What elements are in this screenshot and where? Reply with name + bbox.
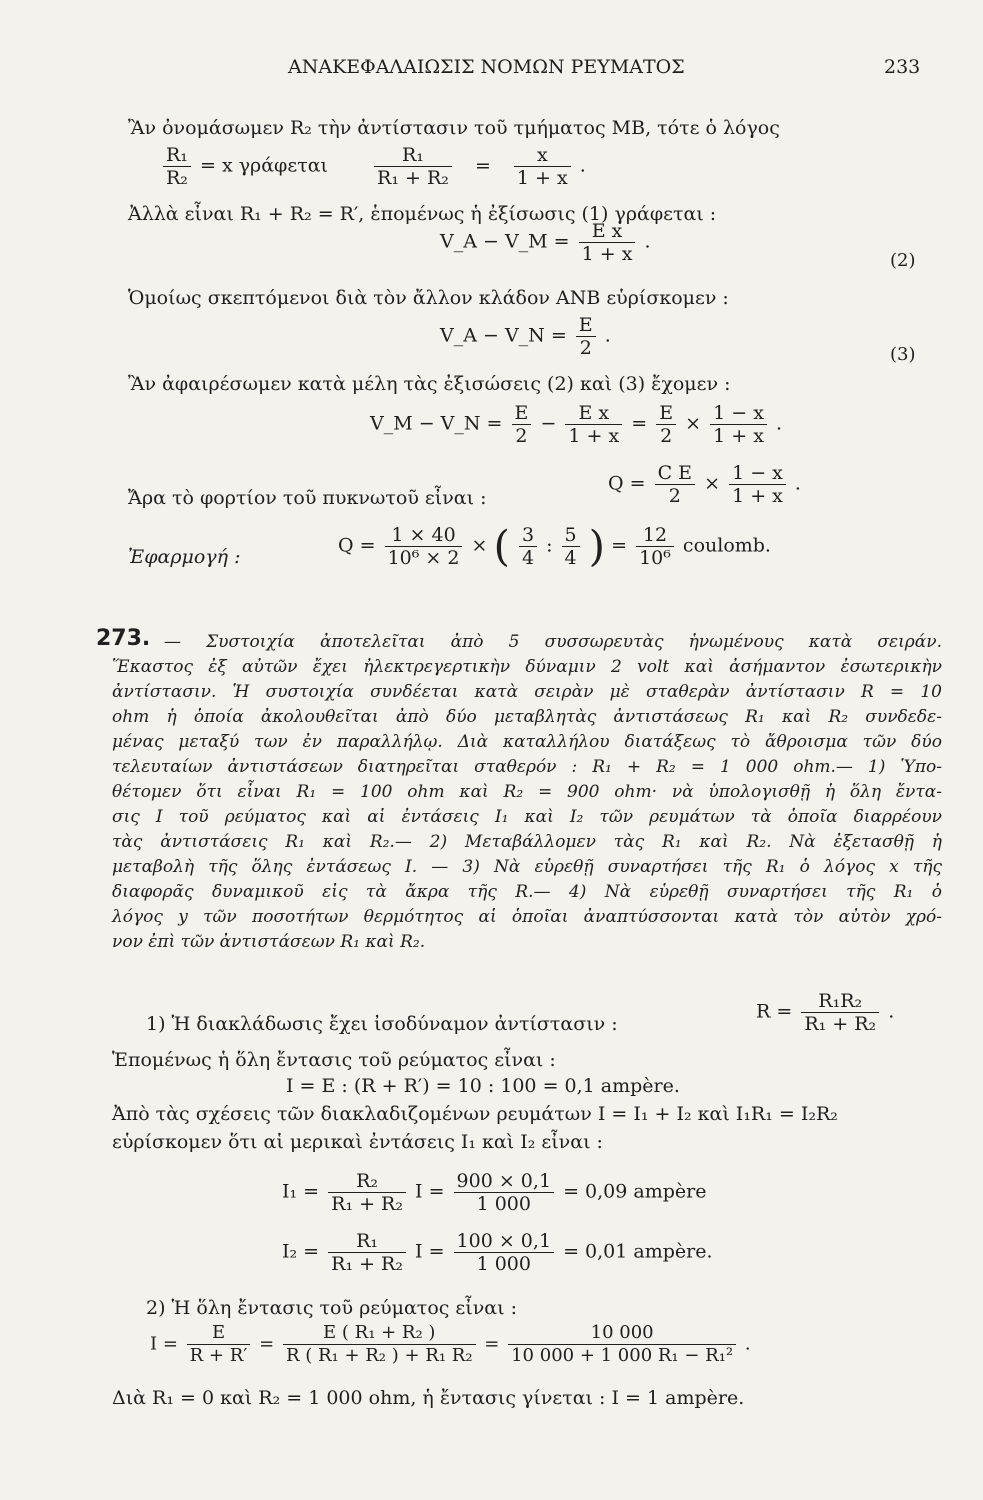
exercise-number: 273. <box>96 626 151 651</box>
fraction: $\frac{E}{2}$ <box>512 402 532 447</box>
equation-number: (3) <box>890 344 916 365</box>
solution-line: I = E : (R + R′) = 10 : 100 = 0,1 ampère. <box>286 1075 680 1097</box>
fraction: $\frac{100 \times 0,1}{1 000}$ <box>454 1230 554 1275</box>
equation-equivalent-resistance: R = $\frac{\text{R₁R₂}}{\text{R₁ + R₂}}$ . <box>756 990 895 1035</box>
fraction: $\frac{\text{R₂}}{\text{R₁ + R₂}}$ <box>328 1170 406 1215</box>
page-number: 233 <box>884 56 921 78</box>
equation-application: Q = $\frac{1 \times 40}{\text{10⁶ × 2}}$ × ( $\frac{3}{4}$ : $\frac{5}{4}$ ) = $\frac{12}{\text{10⁶}}$ coulomb. <box>338 521 771 571</box>
equation-ratio: $\frac{\text{R₁}}{\text{R₂}}$ = x γράφεται $\frac{\text{R₁}}{\text{R₁ + R₂}}$ = $\frac{x}{1 + x}$ . <box>160 144 586 189</box>
solution-line: Διὰ R₁ = 0 καὶ R₂ = 1 000 ohm, ἡ ἔντασις γίνεται : I = 1 ampère. <box>112 1387 745 1409</box>
header-title: ΑΝΑΚΕΦΑΛΑΙΩΣΙΣ ΝΟΜΩΝ ΡΕΥΜΑΤΟΣ <box>288 56 685 78</box>
fraction: $\frac{\text{R₁}}{\text{R₁ + R₂}}$ <box>328 1230 406 1275</box>
solution-line: 1) Ἡ διακλάδωσις ἔχει ἰσοδύναμον ἀντίστασιν : <box>146 1013 618 1035</box>
exercise-line: σις I τοῦ ρεύματος καὶ αἱ ἐντάσεις I₁ καὶ I₂ τῶν ρευμάτων τὰ ὁποῖα διαρρέουν <box>112 807 942 827</box>
fraction: $\frac{5}{4}$ <box>562 524 580 569</box>
text-line: Ἄρα τὸ φορτίον τοῦ πυκνωτοῦ εἶναι : <box>128 487 487 509</box>
equation-4: V_M − V_N = $\frac{E}{2}$ − $\frac{\text{E x}}{1 + x}$ = $\frac{E}{2}$ × $\frac{1 - x}{1 + x}$ . <box>370 402 783 447</box>
fraction: $\frac{E}{2}$ <box>656 402 676 447</box>
exercise-line: νον ἐπὶ τῶν ἀντιστάσεων R₁ καὶ R₂. <box>112 932 426 952</box>
exercise-line: ἀντίστασιν. Ἡ συστοιχία συνδέεται κατὰ σειρὰν μὲ σταθερὰν ἀντίστασιν R = 10 <box>112 682 942 702</box>
exercise-line: μένας μεταξύ των ἐν παραλλήλῳ. Διὰ καταλλήλου διατάξεως τὸ ἄθροισμα τῶν δύο <box>112 732 942 752</box>
equation-i2: I₂ = $\frac{\text{R₁}}{\text{R₁ + R₂}}$ I = $\frac{100 \times 0,1}{1 000}$ = 0,01 ampère. <box>282 1230 713 1275</box>
text-line: Ἂν ὀνομάσωμεν R₂ τὴν ἀντίστασιν τοῦ τμήματος ΜΒ, τότε ὁ λόγος <box>128 117 780 139</box>
fraction: $\frac{\text{R₁}}{\text{R₁ + R₂}}$ <box>374 144 452 189</box>
fraction: $\frac{E}{2}$ <box>576 314 596 359</box>
fraction: $\frac{900 \times 0,1}{1 000}$ <box>454 1170 554 1215</box>
exercise-line: τὰς ἀντιστάσεις R₁ καὶ R₂.— 2) Μεταβάλλομεν τὰς R₁ καὶ R₂. Νὰ ἐξετασθῇ ἡ <box>112 832 942 852</box>
fraction: $\frac{\text{R₁}}{\text{R₂}}$ <box>163 144 191 189</box>
exercise-line: θέτομεν ὅτι εἶναι R₁ = 100 ohm καὶ R₂ = 900 ohm· νὰ ὑπολογισθῇ ἡ ὅλη ἔντα- <box>112 782 942 802</box>
fraction: $\frac{\text{E x}}{1 + x}$ <box>565 402 622 447</box>
text-line: Ἂν ἀφαιρέσωμεν κατὰ μέλη τὰς ἐξισώσεις (2) καὶ (3) ἔχομεν : <box>128 373 731 395</box>
solution-line: Ἑπομένως ἡ ὅλη ἔντασις τοῦ ρεύματος εἶναι : <box>112 1049 556 1071</box>
solution-line: Ἀπὸ τὰς σχέσεις τῶν διακλαδιζομένων ρευμάτων I = I₁ + I₂ καὶ I₁R₁ = I₂R₂ <box>112 1103 838 1125</box>
exercise-line: τελευταίων ἀντιστάσεων διατηρεῖται σταθερόν : R₁ + R₂ = 1 000 ohm.— 1) Ὑπο- <box>112 757 942 777</box>
fraction: $\frac{12}{\text{10⁶}}$ <box>636 524 674 569</box>
solution-line: 2) Ἡ ὅλη ἔντασις τοῦ ρεύματος εἶναι : <box>146 1297 518 1319</box>
solution-line: εὑρίσκομεν ὅτι αἱ μερικαὶ ἐντάσεις I₁ καὶ I₂ εἶναι : <box>112 1131 603 1153</box>
equation-number: (2) <box>890 250 916 271</box>
equation-3: V_A − V_N = $\frac{E}{2}$ . <box>440 314 611 359</box>
equation-5: Q = $\frac{\text{C E}}{2}$ × $\frac{1 - x}{1 + x}$ . <box>608 462 801 507</box>
exercise-line: — Συστοιχία ἀποτελεῖται ἀπὸ 5 συσσωρευτὰς ἡνωμένους κατὰ σειράν. <box>164 632 942 652</box>
application-label: Ἐφαρμογή : <box>128 546 241 568</box>
fraction: $\frac{\text{R₁R₂}}{\text{R₁ + R₂}}$ <box>801 990 879 1035</box>
exercise-line: ohm ἡ ὁποία ἀκολουθεῖται ἀπὸ δύο μεταβλητὰς ἀντιστάσεως R₁ καὶ R₂ συνδεδε- <box>112 707 942 727</box>
text-line: Ἀλλὰ εἶναι R₁ + R₂ = R′, ἑπομένως ἡ ἐξίσωσις (1) γράφεται : <box>128 203 717 225</box>
exercise-line: μεταβολὴ τῆς ὅλης ἐντάσεως I. — 3) Νὰ εὑρεθῇ συναρτήσει τῆς R₁ ὁ λόγος x τῆς <box>112 857 942 877</box>
fraction: $\frac{1 \times 40}{\text{10⁶ × 2}}$ <box>385 524 463 569</box>
text-line: Ὁμοίως σκεπτόμενοι διὰ τὸν ἄλλον κλάδον ΑΝΒ εὑρίσκομεν : <box>128 287 729 309</box>
fraction: $\frac{10 000}{\text{10 000 + 1 000 R₁ − R₁²}}$ <box>508 1322 736 1367</box>
fraction: $\frac{\text{E ( R₁ + R₂ )}}{\text{R ( R₁ + R₂ ) + R₁ R₂}}$ <box>283 1322 476 1367</box>
fraction: $\frac{1 - x}{1 + x}$ <box>710 402 767 447</box>
exercise-line: λόγος y τῶν ποσοτήτων θερμότητος αἱ ὁποῖαι ἀναπτύσσονται κατὰ τὸν αὐτὸν χρό- <box>112 907 942 927</box>
equation-2: V_A − V_M = $\frac{\text{E x}}{1 + x}$ . <box>440 220 651 265</box>
fraction: $\frac{1 - x}{1 + x}$ <box>729 462 786 507</box>
equation-i1: I₁ = $\frac{\text{R₂}}{\text{R₁ + R₂}}$ I = $\frac{900 \times 0,1}{1 000}$ = 0,09 ampère <box>282 1170 707 1215</box>
fraction: $\frac{3}{4}$ <box>519 524 537 569</box>
equation-total-current: I = $\frac{E}{R + R'}$ = $\frac{\text{E ( R₁ + R₂ )}}{\text{R ( R₁ + R₂ ) + R₁ R₂}}$ = $\frac{10 000}{\text{10 000 + 1 000 R₁ − R₁²}}$ . <box>150 1322 751 1366</box>
fraction: $\frac{E}{R + R'}$ <box>187 1322 251 1367</box>
fraction: $\frac{\text{E x}}{1 + x}$ <box>579 220 636 265</box>
fraction: $\frac{x}{1 + x}$ <box>514 144 571 189</box>
exercise-line: Ἕκαστος ἐξ αὐτῶν ἔχει ἠλεκτρεγερτικὴν δύναμιν 2 volt καὶ ἀσήμαντον ἐσωτερικὴν <box>112 657 942 677</box>
fraction: $\frac{\text{C E}}{2}$ <box>655 462 695 507</box>
exercise-line: διαφορᾶς δυναμικοῦ εἰς τὰ ἄκρα τῆς R.— 4) Νὰ εὑρεθῇ συναρτήσει τῆς R₁ ὁ <box>112 882 942 902</box>
